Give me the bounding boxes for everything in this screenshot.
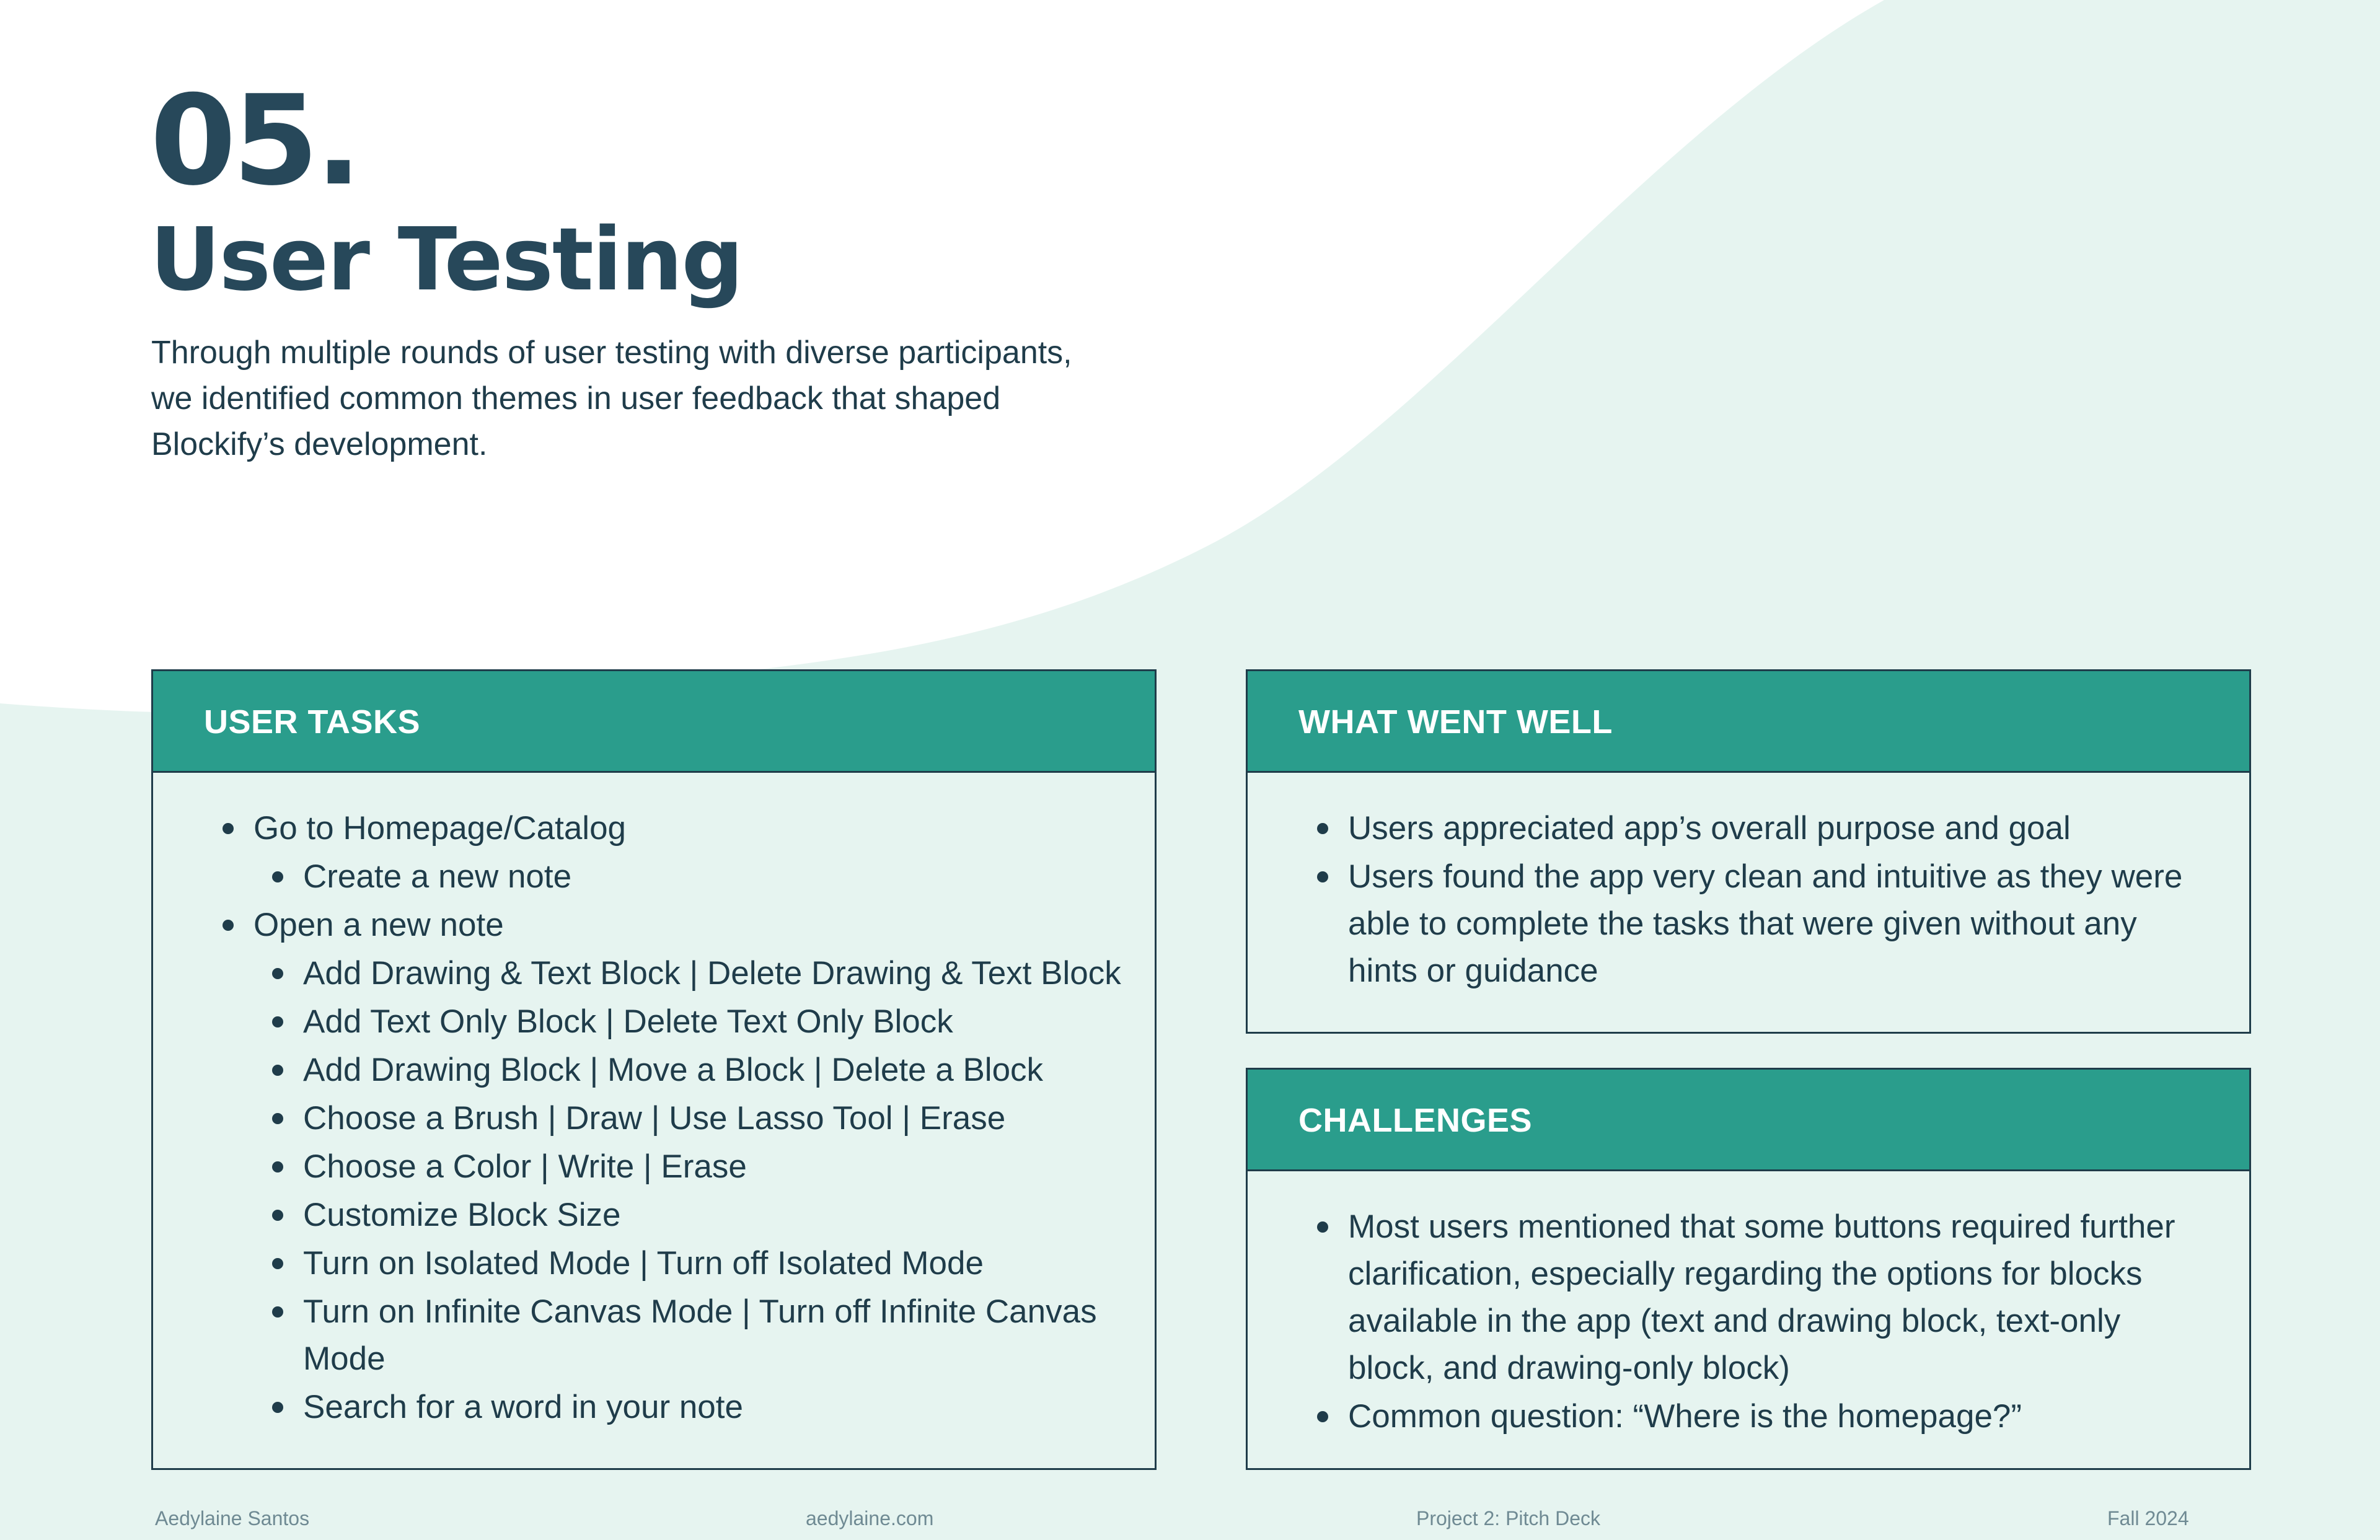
user-tasks-heading: USER TASKS	[153, 671, 1155, 773]
task-item	[153, 1047, 1155, 1094]
bullet-icon	[272, 1065, 283, 1076]
challenges-heading: CHALLENGES	[1248, 1070, 2249, 1171]
list-item-text: Users found the app very clean and intuitive as they were able to complete the tasks that were given without any hints or guidance	[1348, 858, 2183, 989]
task-item	[153, 853, 1155, 900]
went-well-item	[1248, 853, 2249, 995]
task-item	[153, 805, 1155, 852]
task-item	[153, 1384, 1155, 1431]
challenges-card	[1246, 1068, 2251, 1470]
challenge-item	[1248, 1393, 2249, 1440]
bullet-icon	[1317, 1221, 1328, 1233]
list-item-text: Search for a word in your note	[303, 1389, 743, 1425]
bullet-icon	[272, 1258, 283, 1269]
list-item-text: Go to Homepage/Catalog	[253, 810, 627, 847]
list-item-text: Turn on Isolated Mode | Turn off Isolated Mode	[303, 1245, 984, 1282]
task-item	[153, 950, 1155, 997]
user-tasks-list	[153, 805, 1155, 1431]
list-item-text: Open a new note	[253, 907, 504, 943]
list-item-text: Choose a Color | Write | Erase	[303, 1148, 747, 1185]
bullet-icon	[272, 1161, 283, 1173]
footer-project: Project 2: Pitch Deck	[1416, 1507, 1600, 1529]
what-went-well-list	[1248, 805, 2249, 995]
user-tasks-card	[151, 669, 1157, 1470]
bullet-icon	[1317, 823, 1328, 834]
bullet-icon	[272, 968, 283, 979]
bullet-icon	[272, 1016, 283, 1027]
intro-paragraph: Through multiple rounds of user testing with diverse participants, we identified common themes in user feedback that shaped Blockify’s development.	[151, 335, 1072, 462]
task-item	[153, 902, 1155, 949]
challenges-list	[1248, 1203, 2249, 1440]
list-item-text: Add Text Only Block | Delete Text Only Block	[303, 1003, 953, 1040]
task-item	[153, 1143, 1155, 1190]
challenge-item	[1248, 1203, 2249, 1392]
list-item-text: Choose a Brush | Draw | Use Lasso Tool | Erase	[303, 1100, 1006, 1137]
bullet-icon	[272, 1210, 283, 1221]
bullet-icon	[223, 920, 234, 931]
list-item-text: Most users mentioned that some buttons required further clarification, especially regarding the options for blocks available in the app (text and drawing block, text-only block, and drawing-only block)	[1348, 1208, 2175, 1386]
list-item-text: Create a new note	[303, 858, 572, 895]
bullet-icon	[272, 1113, 283, 1124]
bullet-icon	[272, 1306, 283, 1318]
task-item	[153, 1192, 1155, 1239]
bullet-icon	[1317, 1411, 1328, 1422]
footer-term: Fall 2024	[2107, 1507, 2189, 1529]
what-went-well-heading: WHAT WENT WELL	[1248, 671, 2249, 773]
list-item-text: Users appreciated app’s overall purpose and goal	[1348, 810, 2071, 847]
footer-author: Aedylaine Santos	[155, 1507, 310, 1529]
bullet-icon	[272, 871, 283, 882]
task-item	[153, 998, 1155, 1045]
task-item	[153, 1288, 1155, 1383]
task-item	[153, 1240, 1155, 1287]
section-number: 05.	[150, 69, 359, 213]
what-went-well-card	[1246, 669, 2251, 1034]
list-item-text: Customize Block Size	[303, 1197, 621, 1233]
bullet-icon	[1317, 871, 1328, 882]
bullet-icon	[272, 1402, 283, 1413]
page-title: User Testing	[150, 209, 743, 310]
went-well-item	[1248, 805, 2249, 852]
footer-website[interactable]: aedylaine.com	[806, 1507, 934, 1529]
list-item-text: Add Drawing Block | Move a Block | Delete a Block	[303, 1052, 1044, 1088]
bullet-icon	[223, 823, 234, 834]
list-item-text: Turn on Infinite Canvas Mode | Turn off Infinite Canvas Mode	[303, 1293, 1097, 1377]
task-item	[153, 1095, 1155, 1142]
list-item-text: Add Drawing & Text Block | Delete Drawing & Text Block	[303, 955, 1121, 992]
list-item-text: Common question: “Where is the homepage?”	[1348, 1398, 2022, 1435]
